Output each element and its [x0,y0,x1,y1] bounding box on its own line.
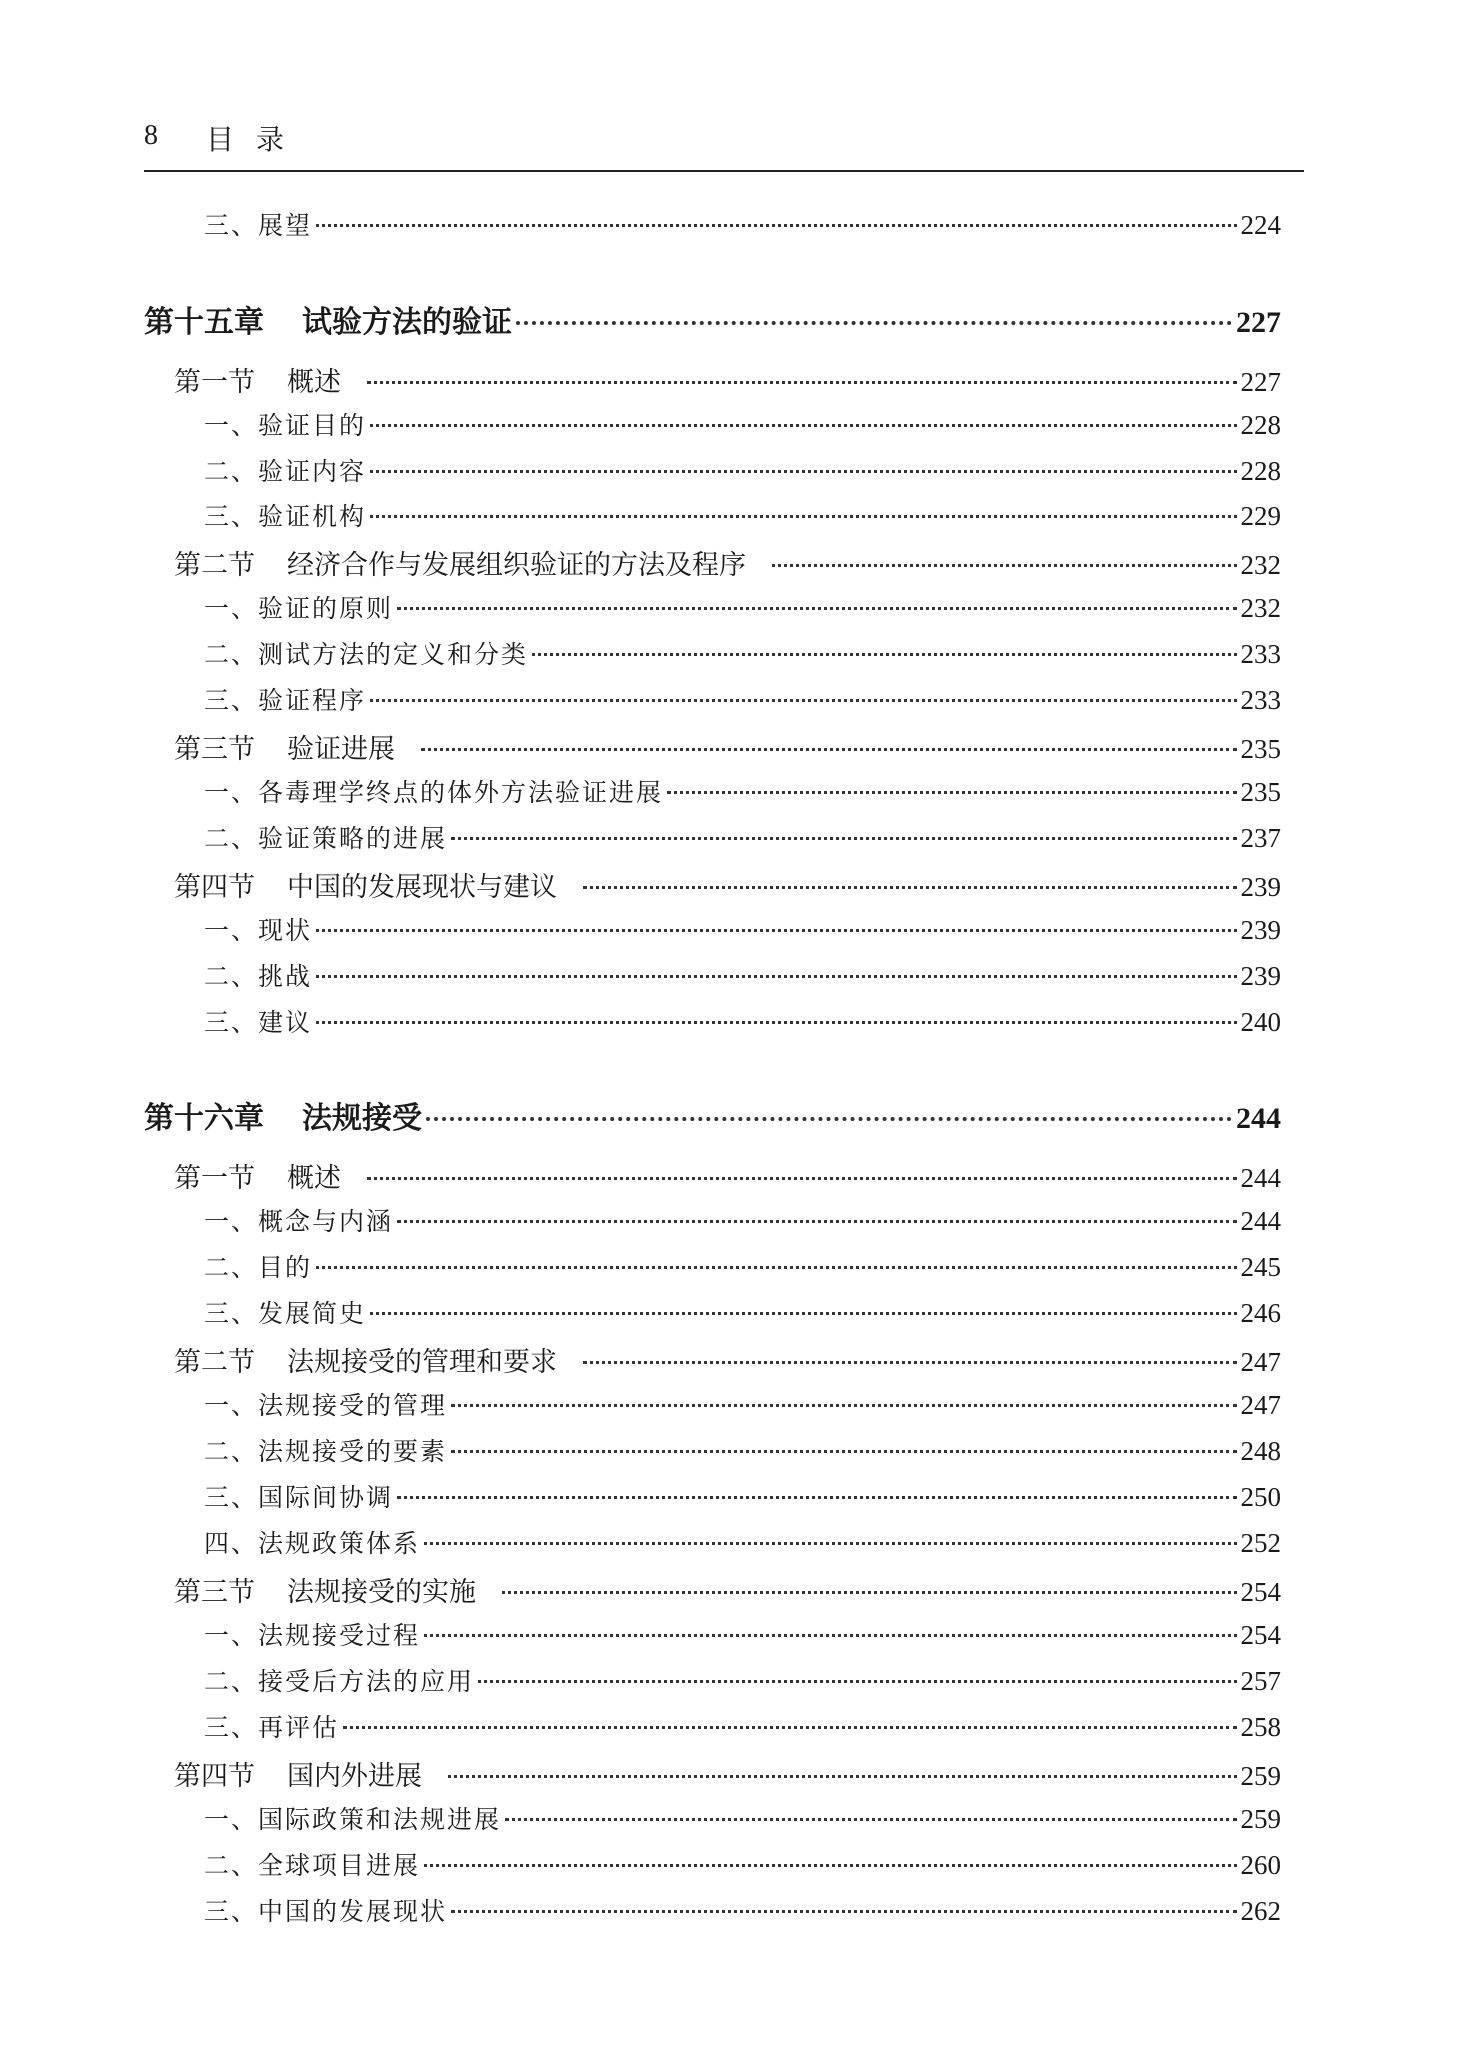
toc-item [144,1386,1281,1422]
toc-section [144,1570,1281,1609]
toc-page-number: 244 [1240,1206,1281,1236]
toc-section [144,865,1281,904]
toc-section-label: 第二节 [174,550,255,581]
toc-page-number: 244 [1240,1163,1281,1193]
toc-item [144,1616,1281,1652]
toc-item [144,1248,1281,1284]
toc-chapter-label: 第十五章 [144,305,264,340]
toc-page-number: 254 [1240,1577,1281,1607]
toc-item [144,1800,1281,1836]
toc-section-label: 第一节 [174,367,255,398]
toc-chapter-label: 第十六章 [144,1101,264,1136]
toc-item [144,1003,1281,1039]
running-title: 目录 [206,123,307,156]
toc-item-label: 一、法规接受的管理 [204,1391,448,1420]
dot-leader [505,1818,1236,1821]
dot-leader [343,1726,1236,1729]
toc-section-title: 经济合作与发展组织验证的方法及程序 [287,550,746,581]
toc-item-label: 二、法规接受的要素 [204,1437,448,1466]
toc-item-label: 三、建议 [204,1008,313,1037]
toc-item [144,635,1281,671]
toc-page-number: 248 [1240,1436,1281,1466]
toc-item [144,406,1281,442]
dot-leader [772,564,1237,567]
toc-item-label: 三、国际间协调 [204,1483,394,1512]
toc-item-label: 一、现状 [204,916,313,945]
toc-item [144,206,1281,242]
toc-item-label: 一、验证目的 [204,411,367,440]
toc-page-number: 259 [1240,1761,1281,1791]
toc-page-number: 237 [1240,823,1281,853]
dot-leader [421,748,1237,751]
toc-item [144,1294,1281,1330]
toc-item [144,1708,1281,1744]
toc-item [144,819,1281,855]
dot-leader [424,1542,1236,1545]
toc-item-label: 一、各毒理学终点的体外方法验证进展 [204,778,664,807]
toc-item [144,681,1281,717]
toc-item-label: 二、验证策略的进展 [204,824,448,853]
dot-leader [426,1117,1232,1121]
dot-leader [316,1266,1236,1269]
toc-section-label: 第三节 [174,1577,255,1608]
toc-page-number: 257 [1240,1666,1281,1696]
toc-page-number: 232 [1240,550,1281,580]
toc-page-number: 229 [1240,501,1281,531]
dot-leader [397,1496,1236,1499]
toc-page-number: 260 [1240,1850,1281,1880]
toc-chapter [144,1093,1281,1137]
dot-leader [532,653,1236,656]
page-header [144,118,1304,172]
toc-item [144,497,1281,533]
toc-item-label: 一、概念与内涵 [204,1207,394,1236]
toc-page-number: 245 [1240,1252,1281,1282]
toc-item-label: 二、验证内容 [204,457,367,486]
page-number: 8 [144,120,158,151]
toc-section-title: 中国的发展现状与建议 [287,872,557,903]
toc-item [144,452,1281,488]
toc-item-label: 二、目的 [204,1253,313,1282]
toc-item [144,1202,1281,1238]
dot-leader [316,975,1236,978]
dot-leader [370,424,1236,427]
dot-leader [502,1591,1237,1594]
toc-section-label: 第四节 [174,1761,255,1792]
toc-item-label: 一、法规接受过程 [204,1621,421,1650]
toc-section-title: 法规接受的管理和要求 [287,1347,557,1378]
dot-leader [583,886,1237,889]
dot-leader [424,1634,1236,1637]
toc-page-number: 233 [1240,685,1281,715]
dot-leader [583,1361,1237,1364]
toc-item [144,1524,1281,1560]
toc-page-number: 232 [1240,593,1281,623]
toc-item-label: 三、中国的发展现状 [204,1897,448,1926]
dot-leader [316,1021,1236,1024]
toc-section-label: 第一节 [174,1163,255,1194]
dot-leader [451,1910,1236,1913]
dot-leader [370,515,1236,518]
toc-section [144,1340,1281,1379]
toc-page-number: 227 [1236,306,1281,339]
dot-leader [367,1177,1237,1180]
dot-leader [451,1450,1236,1453]
toc-item-label: 三、发展简史 [204,1299,367,1328]
dot-leader [367,381,1237,384]
dot-leader [370,1312,1236,1315]
toc-section [144,543,1281,582]
toc-page-number: 247 [1240,1390,1281,1420]
toc-chapter-title: 法规接受 [302,1101,422,1136]
toc-page-number: 239 [1240,872,1281,902]
toc-page-number: 224 [1240,210,1281,240]
toc-item [144,1892,1281,1928]
toc-page-number: 228 [1240,410,1281,440]
dot-leader [370,699,1236,702]
toc-page-number: 247 [1240,1347,1281,1377]
toc-item-label: 二、挑战 [204,962,313,991]
toc-page-number: 233 [1240,639,1281,669]
toc-page-number: 252 [1240,1528,1281,1558]
dot-leader [397,607,1236,610]
toc-section-title: 法规接受的实施 [287,1577,476,1608]
toc-page-number: 228 [1240,456,1281,486]
dot-leader [316,929,1236,932]
toc-item-label: 四、法规政策体系 [204,1529,421,1558]
toc-page-number: 235 [1240,777,1281,807]
toc-page-number: 262 [1240,1896,1281,1926]
toc-section-title: 概述 [287,367,341,398]
dot-leader [448,1775,1237,1778]
toc-item-label: 三、再评估 [204,1713,340,1742]
toc-item-label: 一、验证的原则 [204,594,394,623]
toc-page-number: 244 [1236,1102,1281,1135]
toc-item [144,1662,1281,1698]
toc-item [144,957,1281,993]
toc-section-title: 国内外进展 [287,1761,422,1792]
toc-section-label: 第四节 [174,872,255,903]
toc-item-label: 三、展望 [204,211,313,240]
dot-leader [516,321,1232,325]
toc-section [144,1754,1281,1793]
dot-leader [451,1404,1236,1407]
toc-section [144,1156,1281,1195]
toc-section-label: 第三节 [174,734,255,765]
toc-item [144,1432,1281,1468]
dot-leader [424,1864,1236,1867]
toc-page-number: 239 [1240,915,1281,945]
toc-page-number: 240 [1240,1007,1281,1037]
toc-item [144,1846,1281,1882]
toc-page-number: 246 [1240,1298,1281,1328]
toc-section [144,360,1281,399]
toc-item-label: 一、国际政策和法规进展 [204,1805,502,1834]
toc-chapter-title: 试验方法的验证 [302,305,512,340]
toc-item [144,773,1281,809]
toc-section [144,727,1281,766]
dot-leader [478,1680,1236,1683]
dot-leader [667,791,1236,794]
toc-item [144,589,1281,625]
toc-item-label: 二、测试方法的定义和分类 [204,640,529,669]
dot-leader [451,837,1236,840]
toc-item-label: 三、验证机构 [204,502,367,531]
toc-page-number: 239 [1240,961,1281,991]
toc-page-number: 258 [1240,1712,1281,1742]
toc-page-number: 227 [1240,367,1281,397]
toc-item-label: 三、验证程序 [204,686,367,715]
toc-page-number: 250 [1240,1482,1281,1512]
dot-leader [370,470,1236,473]
toc-item [144,1478,1281,1514]
toc-page-number: 259 [1240,1804,1281,1834]
toc-item-label: 二、接受后方法的应用 [204,1667,475,1696]
toc-page-number: 235 [1240,734,1281,764]
toc-item [144,911,1281,947]
toc-item-label: 二、全球项目进展 [204,1851,421,1880]
dot-leader [316,224,1236,227]
toc-section-title: 概述 [287,1163,341,1194]
toc-chapter [144,297,1281,341]
toc-page-number: 254 [1240,1620,1281,1650]
toc-section-title: 验证进展 [287,734,395,765]
dot-leader [397,1220,1236,1223]
toc-section-label: 第二节 [174,1347,255,1378]
